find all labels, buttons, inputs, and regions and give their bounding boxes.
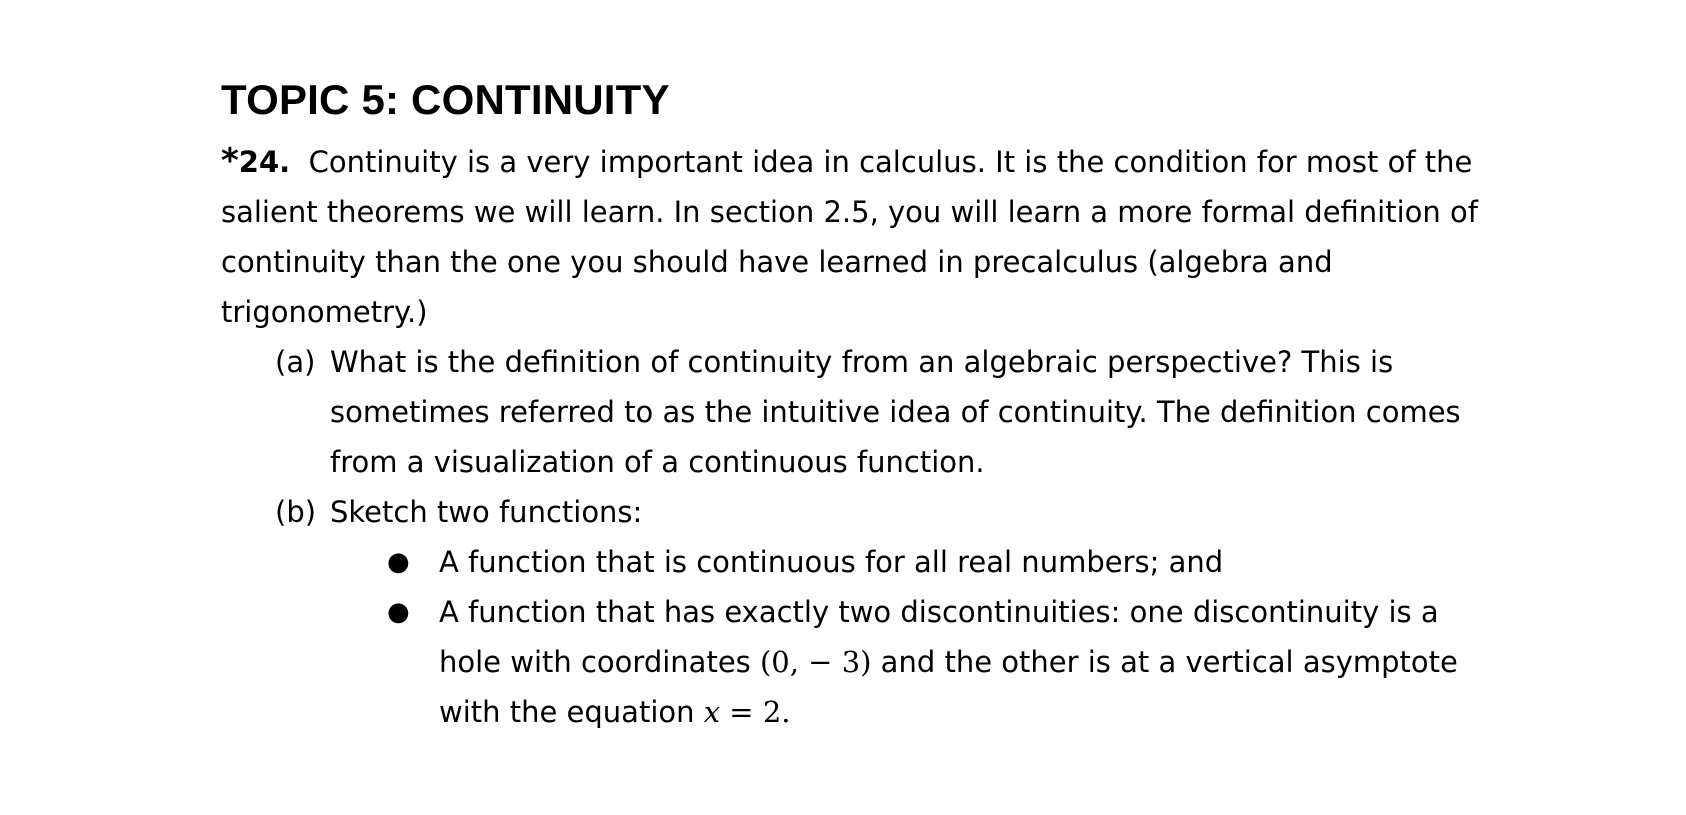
hole-coordinates: (0, − 3)	[759, 645, 872, 679]
math-equation-value: = 2	[720, 695, 782, 729]
part-a-text: What is the definition of continuity from an algebraic perspective? This is sometimes referred to as the intuitive idea of continuity. The definition comes from a visualization of a continuous function.	[330, 345, 1461, 479]
part-b-bullet-list	[221, 537, 1481, 737]
math-variable-x: x	[703, 695, 721, 729]
math-period: .	[781, 695, 791, 729]
problem-number: 24.	[238, 145, 291, 179]
problem-intro	[221, 136, 1481, 337]
bullet-text: A function that is continuous for all real numbers; and	[439, 545, 1224, 579]
bullet-text: A function that has exactly two discontinuities: one discontinuity is a hole with coordinates	[439, 595, 1439, 679]
bullet-icon: ●	[387, 597, 410, 627]
list-item	[221, 537, 1481, 587]
part-a	[221, 337, 1481, 487]
problem-intro-text: Continuity is a very important idea in calculus. It is the condition for most of the salient theorems we will learn. In section 2.5, you will learn a more formal definition of continuity than the one you should have learned in precalculus (algebra and trigonometry.)	[221, 145, 1478, 329]
part-b-label: (b)	[275, 495, 317, 529]
list-item	[221, 587, 1481, 737]
star-marker: *	[221, 141, 239, 181]
part-b-text: Sketch two functions:	[330, 495, 643, 529]
worksheet-page	[221, 72, 1481, 737]
part-a-label: (a)	[275, 345, 316, 379]
page-title: TOPIC 5: CONTINUITY	[221, 76, 670, 123]
part-b	[221, 487, 1481, 537]
bullet-text-middle: and the other is at a vertical asymptote with the equation	[439, 645, 1458, 729]
bullet-icon: ●	[387, 547, 410, 577]
